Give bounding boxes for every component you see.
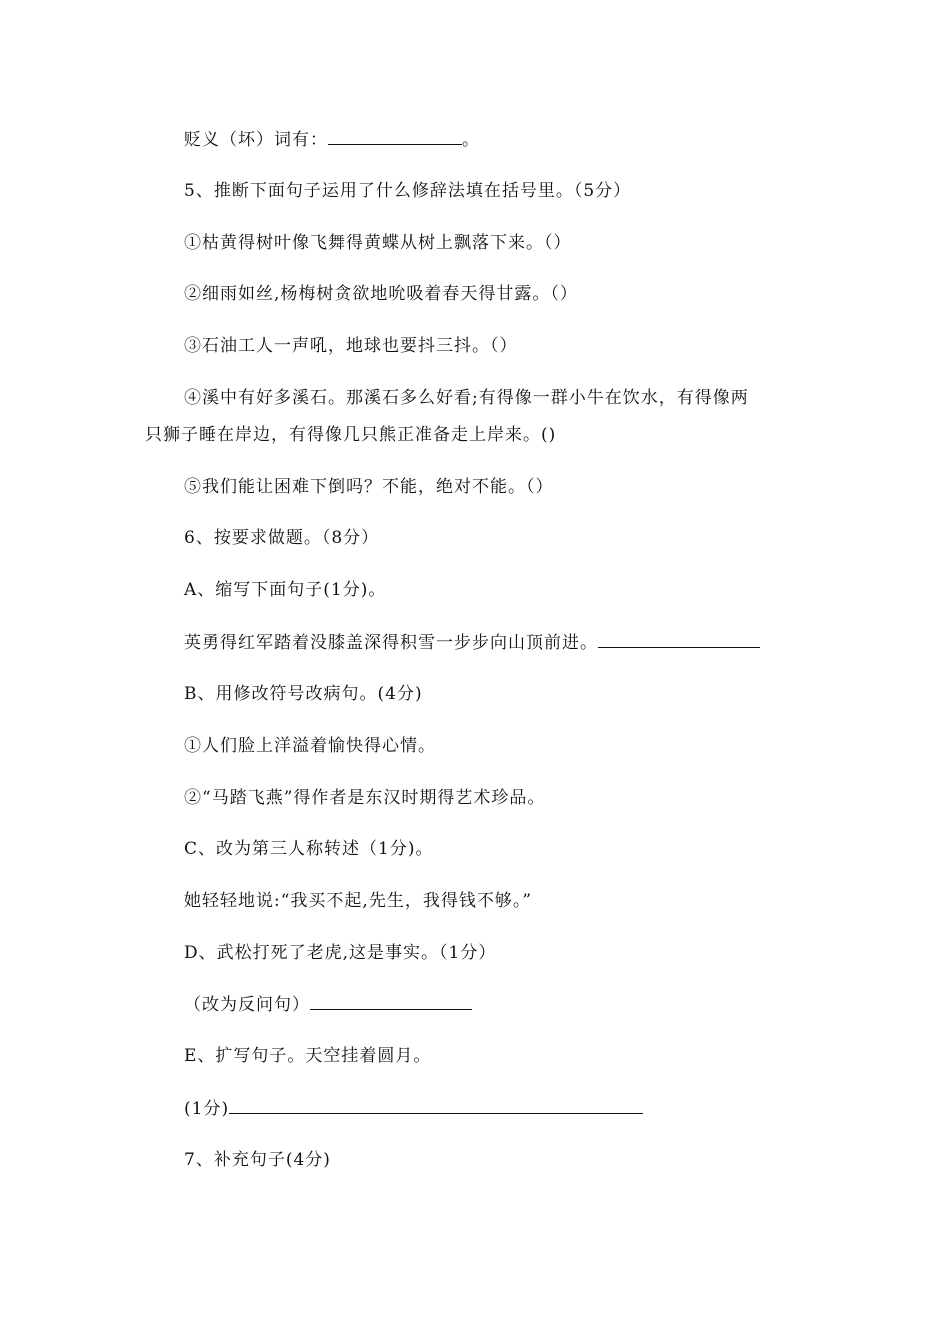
line-text: ⑤我们能让困难下倒吗？不能，绝对不能。（） (184, 477, 554, 497)
line-text: 5、推断下面句子运用了什么修辞法填在括号里。（5分） (184, 181, 632, 201)
answer-blank[interactable] (598, 631, 760, 648)
line-text: B、用修改符号改病句。(4分) (184, 684, 423, 704)
line-text: C、改为第三人称转述（1分)。 (184, 839, 434, 859)
question-6d-heading (184, 942, 496, 964)
line-text: (1分) (184, 1099, 230, 1119)
question-5-item-5 (184, 476, 554, 498)
question-6-heading (184, 527, 379, 549)
line-text: A、缩写下面句子(1分)。 (184, 580, 387, 600)
question-5-item-1 (184, 232, 572, 254)
question-6b-item-1 (184, 735, 436, 757)
answer-blank[interactable] (310, 993, 472, 1010)
line-text: ②“马踏飞燕”得作者是东汉时期得艺术珍品。 (184, 788, 546, 808)
question-6d-instruction (184, 993, 472, 1016)
line-text: ③石油工人一声吼，地球也要抖三抖。（） (184, 336, 518, 356)
line-text: 英勇得红军踏着没膝盖深得积雪一步步向山顶前进。 (184, 633, 598, 653)
line-suffix: 。 (462, 130, 480, 150)
answer-blank[interactable] (229, 1097, 643, 1114)
question-6a-heading (184, 579, 386, 601)
question-5-item-2 (184, 283, 578, 305)
line-text: ②细雨如丝,杨梅树贪欲地吮吸着春天得甘露。（） (184, 284, 578, 304)
line-text: 6、按要求做题。（8分） (184, 528, 380, 548)
line-text: ①人们脸上洋溢着愉快得心情。 (184, 736, 436, 756)
line-text: E、扩写句子。天空挂着圆月。 (184, 1046, 432, 1066)
question-7-heading (184, 1149, 331, 1171)
line-text: 7、补充句子(4分) (184, 1150, 331, 1170)
line-text: 她轻轻地说:“我买不起,先生，我得钱不够。” (184, 891, 533, 911)
line-text: ①枯黄得树叶像飞舞得黄蝶从树上飘落下来。（） (184, 233, 572, 253)
line-text: （改为反问句） (184, 995, 310, 1015)
line-text: 贬义（坏）词有： (184, 130, 328, 150)
question-6c-heading (184, 838, 433, 860)
text-line-derogatory-words (184, 128, 480, 151)
line-text: D、武松打死了老虎,这是事实。（1分） (184, 943, 497, 963)
answer-blank[interactable] (328, 128, 462, 145)
question-5-heading (184, 180, 631, 202)
question-5-item-4-continued (145, 424, 556, 446)
question-6a-sentence (184, 631, 760, 654)
question-6e-heading (184, 1045, 431, 1067)
question-6b-heading (184, 683, 423, 705)
line-text: ④溪中有好多溪石。那溪石多么好看;有得像一群小牛在饮水，有得像两 (184, 388, 749, 408)
question-5-item-4 (184, 387, 749, 409)
line-text: 只狮子睡在岸边，有得像几只熊正准备走上岸来。() (145, 425, 557, 445)
question-5-item-3 (184, 335, 518, 357)
question-6e-answer (184, 1097, 643, 1120)
question-6b-item-2 (184, 787, 545, 809)
question-6c-sentence (184, 890, 532, 912)
